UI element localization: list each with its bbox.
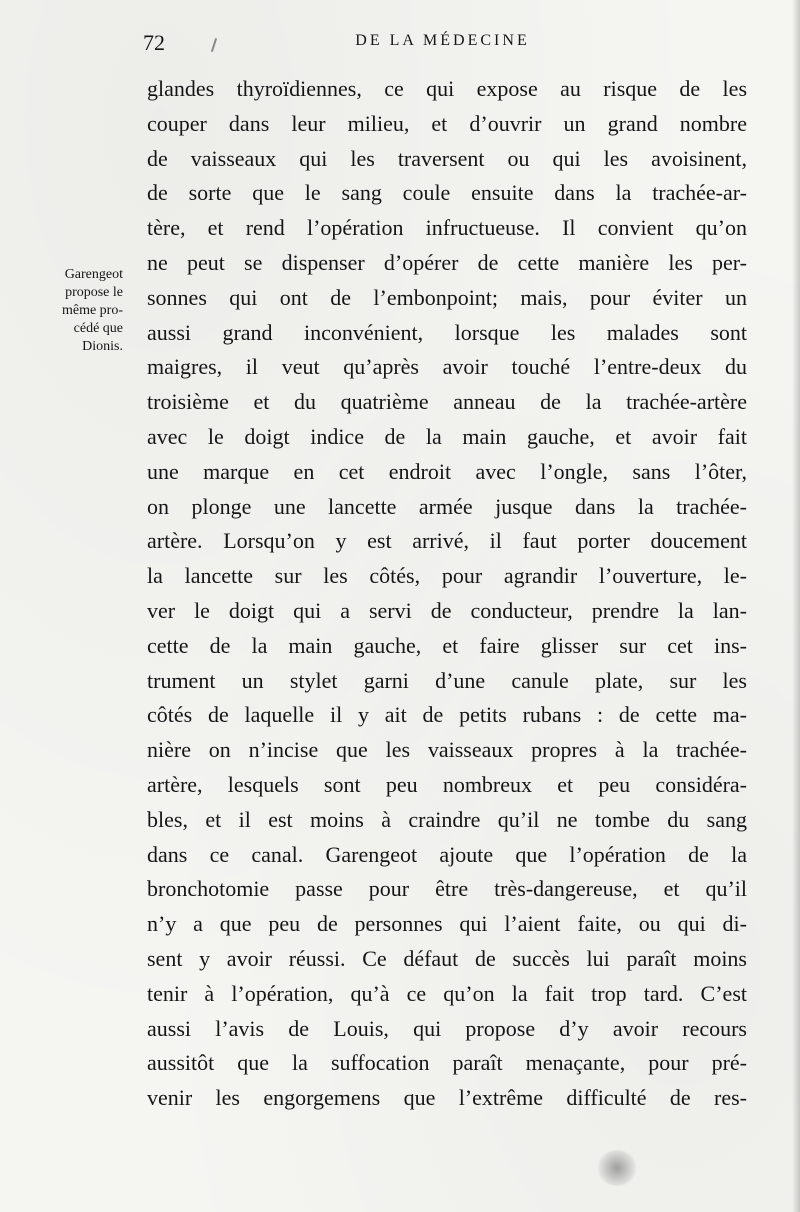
text-line: cette de la main gauche, et faire glisser sur cet ins- — [147, 632, 747, 658]
running-head — [0, 32, 800, 50]
page-number: 72 — [143, 30, 165, 55]
text-line: bles, et il est moins à craindre qu’il ne tombe du sang — [147, 806, 747, 832]
text-line: n’y a que peu de personnes qui l’aient faite, ou qui di- — [147, 911, 747, 937]
text-line: côtés de laquelle il y ait de petits rubans : de cette ma- — [147, 702, 747, 728]
text-line: aussi grand inconvénient, lorsque les malades sont — [147, 319, 747, 345]
text-line: nière on n’incise que les vaisseaux propres à la trachée- — [147, 737, 747, 763]
text-line: aussi l’avis de Louis, qui propose d’y avoir recours — [147, 1015, 747, 1041]
text-line: tère, et rend l’opération infructueuse. Il convient qu’on — [147, 215, 747, 241]
body-text — [147, 72, 747, 1116]
page-edge-shadow — [792, 0, 800, 1212]
margin-note-line: Garengeot — [64, 267, 123, 282]
text-line: bronchotomie passe pour être très-dangereuse, et qu’il — [147, 876, 747, 902]
text-line: dans ce canal. Garengeot ajoute que l’opération de la — [147, 841, 747, 867]
text-line: ne peut se dispenser d’opérer de cette manière les per- — [147, 249, 747, 275]
margin-note-line: cédé que — [73, 321, 123, 336]
margin-note-line: même pro- — [61, 303, 123, 318]
text-line: la lancette sur les côtés, pour agrandir l’ouverture, le- — [147, 563, 747, 589]
text-line: sent y avoir réussi. Ce défaut de succès lui paraît moins — [147, 945, 747, 971]
text-line: sonnes qui ont de l’embonpoint; mais, pour éviter un — [147, 284, 747, 310]
text-line: artère. Lorsqu’on y est arrivé, il faut porter doucement — [147, 528, 747, 554]
running-head-text: DE LA MÉDECINE — [355, 32, 530, 49]
text-line: venir les engorgemens que l’extrême difficulté de res- — [147, 1085, 747, 1111]
ink-smudge — [596, 1150, 638, 1186]
text-line: de sorte que le sang coule ensuite dans la trachée-ar- — [147, 180, 747, 206]
text-line: tenir à l’opération, qu’à ce qu’on la fait trop tard. C’est — [147, 980, 747, 1006]
text-line: on plonge une lancette armée jusque dans la trachée- — [147, 493, 747, 519]
text-line: trument un stylet garni d’une canule plate, sur les — [147, 667, 747, 693]
text-line: troisième et du quatrième anneau de la trachée-artère — [147, 389, 747, 415]
text-line: glandes thyroïdiennes, ce qui expose au risque de les — [147, 76, 747, 101]
margin-note — [28, 266, 123, 356]
text-line: ver le doigt qui a servi de conducteur, prendre la lan- — [147, 597, 747, 623]
text-line: maigres, il veut qu’après avoir touché l’entre-deux du — [147, 354, 747, 380]
text-line: artère, lesquels sont peu nombreux et peu considéra- — [147, 771, 747, 797]
text-line: de vaisseaux qui les traversent ou qui les avoisinent, — [147, 145, 747, 171]
text-line: une marque en cet endroit avec l’ongle, sans l’ôter, — [147, 458, 747, 484]
margin-note-line: propose le — [65, 285, 123, 300]
text-line: couper dans leur milieu, et d’ouvrir un grand nombre — [147, 110, 747, 136]
text-line: aussitôt que la suffocation paraît menaçante, pour pré- — [147, 1050, 747, 1076]
text-line: avec le doigt indice de la main gauche, et avoir fait — [147, 423, 747, 449]
margin-note-line: Dionis. — [82, 339, 123, 354]
